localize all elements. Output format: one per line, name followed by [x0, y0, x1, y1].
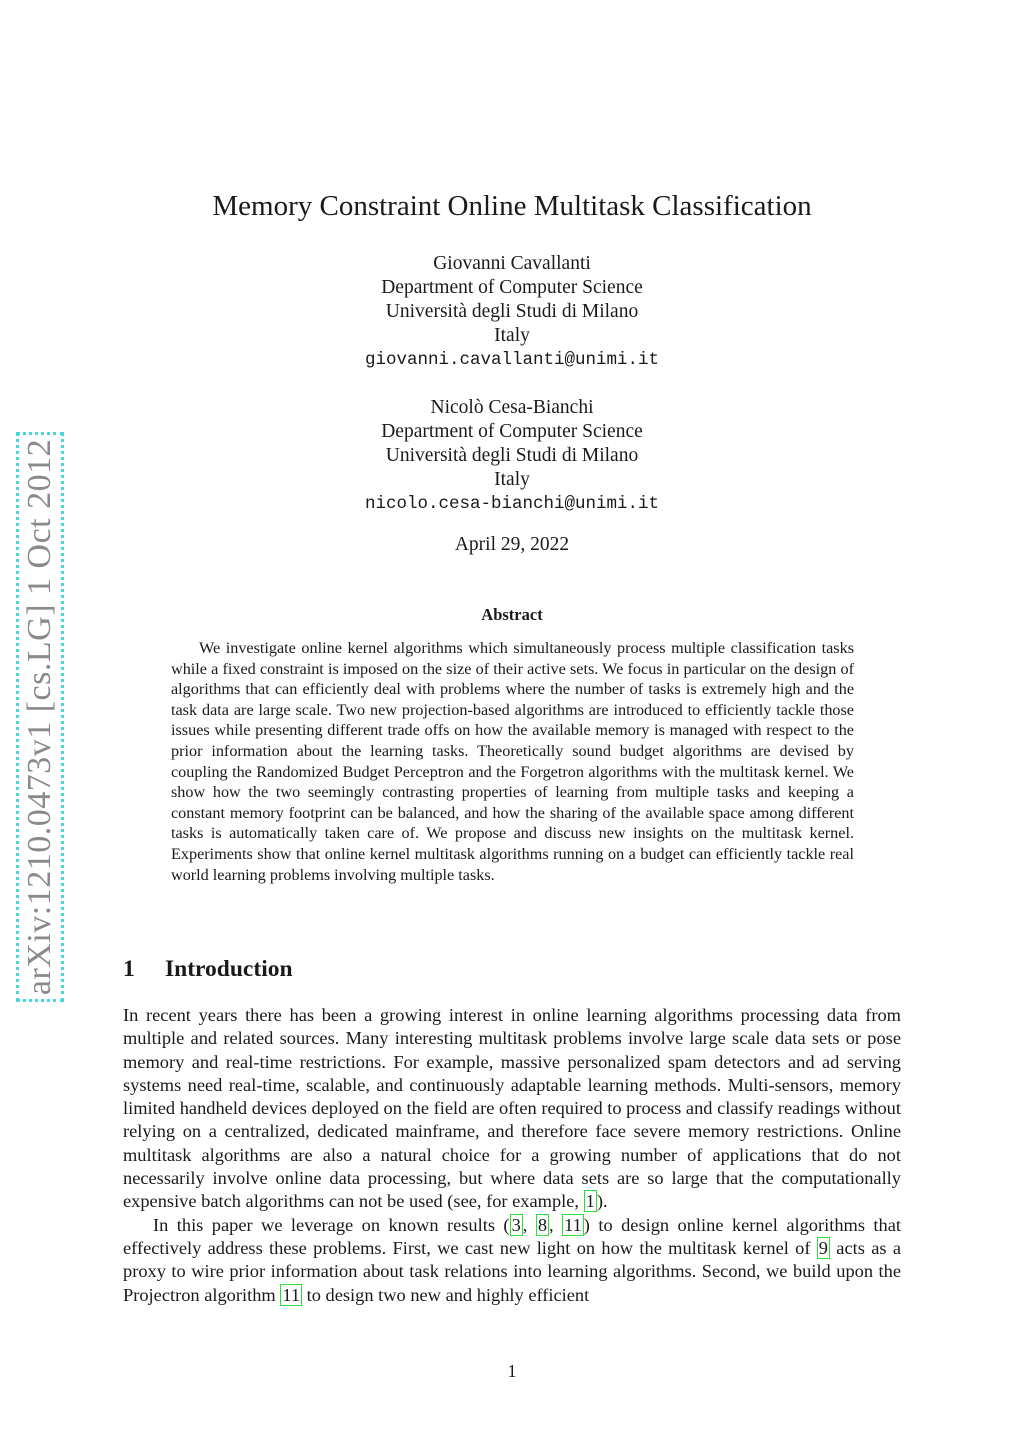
paragraph	[123, 1214, 901, 1307]
abstract-heading: Abstract	[481, 605, 543, 624]
paragraph-text: to design two new and highly efficient	[302, 1284, 590, 1305]
author-department: Department of Computer Science	[381, 277, 643, 298]
author-block-2	[0, 396, 1024, 516]
citation-link[interactable]: 9	[818, 1237, 828, 1258]
abstract-text: We investigate online kernel algorithms which simultaneously process multiple classification tasks while a fixed constraint is imposed on the size of their active sets. We focus in particular on the design of algorithms that can efficiently deal with problems where the number of tasks is extremely high and the task data are large scale. Two new projection-based algorithms are introduced to efficiently tackle those issues while presenting different trade offs on how the available memory is managed with respect to the prior information about the learning tasks. Theoretically sound budget algorithms are devised by coupling the Randomized Budget Perceptron and the Forgetron algorithms with the multitask kernel. We show how the two seemingly contrasting properties of learning from multiple tasks and keeping a constant memory footprint can be balanced, and how the sharing of the available space among different tasks is automatically taken care of. We propose and discuss new insights on the multitask kernel. Experiments show that online kernel multitask algorithms running on a budget can efficiently tackle real world learning problems involving multiple tasks.	[171, 639, 854, 884]
paper-date: April 29, 2022	[454, 534, 570, 555]
citation-link[interactable]: 1	[585, 1191, 595, 1212]
author-country: Italy	[494, 469, 530, 490]
paragraph-text: acts as a proxy to wire prior information about task relations into learning algorithms. Second, we build upon the Projectron algorithm	[123, 1237, 901, 1305]
page-number: 1	[507, 1361, 517, 1381]
body-text	[123, 1004, 901, 1307]
author-university: Università degli Studi di Milano	[385, 445, 639, 466]
arxiv-identifier[interactable]: arXiv:1210.0473v1 [cs.LG] 1 Oct 2012	[21, 438, 58, 996]
section-heading	[123, 956, 293, 983]
paragraph	[123, 1004, 901, 1214]
citation-link[interactable]: 11	[564, 1214, 582, 1235]
section-number: 1	[123, 956, 135, 982]
author-block-1	[0, 252, 1024, 372]
citation-link[interactable]: 3	[511, 1214, 521, 1235]
citation-link[interactable]: 8	[537, 1214, 548, 1235]
author-country: Italy	[494, 325, 530, 346]
paragraph-text: ) to design online kernel algorithms that effectively address these problems. First, we cast new light on how the multitask kernel of	[123, 1214, 902, 1258]
author-university: Università degli Studi di Milano	[385, 301, 639, 322]
author-email[interactable]: giovanni.cavallanti@unimi.it	[364, 350, 660, 370]
paragraph-text: ,	[522, 1214, 536, 1235]
paragraph-text: In recent years there has been a growing interest in online learning algorithms processing data from multiple and related sources. Many interesting multitask problems involve large scale data sets or pose memory and real-time restrictions. For example, massive personalized spam detectors and ad serving systems need real-time, scalable, and continuously adaptable learning methods. Multi-sensors, memory limited handheld devices deployed on the field are often required to process and classify readings without relying on a centralized, dedicated mainframe, and therefore face severe memory restrictions. Online multitask algorithms are also a natural choice for a growing number of applications that do not necessarily involve online data processing, but where data sets are so large that the computationally expensive batch algorithms can not be used (see, for example,	[123, 1005, 901, 1212]
paragraph-text: ).	[596, 1191, 608, 1212]
paragraph-text: ,	[549, 1214, 563, 1235]
citation-link[interactable]: 11	[282, 1284, 301, 1305]
section-title: Introduction	[165, 956, 293, 982]
author-name: Nicolò Cesa-Bianchi	[430, 397, 594, 418]
paper-title: Memory Constraint Online Multitask Classification	[212, 190, 812, 222]
author-name: Giovanni Cavallanti	[433, 253, 591, 274]
arxiv-stamp	[16, 432, 64, 1002]
paragraph-text: In this paper we leverage on known results (	[153, 1214, 510, 1235]
author-department: Department of Computer Science	[381, 421, 643, 442]
author-email[interactable]: nicolo.cesa-bianchi@unimi.it	[364, 494, 660, 514]
